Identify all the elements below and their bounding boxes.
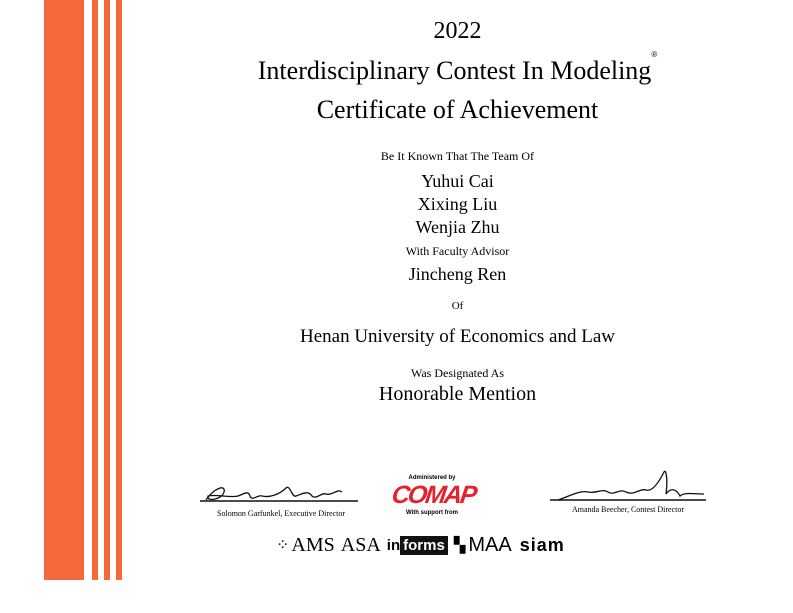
informs-text-b: forms bbox=[400, 536, 448, 555]
contest-director-signature-block bbox=[548, 466, 708, 514]
of-label: Of bbox=[451, 300, 464, 312]
certificate-year: 2022 bbox=[433, 18, 482, 44]
orange-stripe-thin-1 bbox=[92, 0, 98, 580]
maa-logo bbox=[454, 534, 512, 557]
designated-label: Was Designated As bbox=[410, 366, 505, 380]
siam-logo: siam bbox=[519, 534, 565, 555]
team-member: Xixing Liu bbox=[417, 194, 498, 214]
signature-image-left bbox=[200, 476, 360, 508]
orange-stripe-thin-2 bbox=[104, 0, 110, 580]
signature-image-right bbox=[548, 466, 708, 504]
executive-director-signature-block bbox=[200, 476, 370, 518]
ams-logo bbox=[276, 534, 335, 557]
sponsor-logos bbox=[276, 530, 565, 560]
registered-mark: ® bbox=[651, 50, 658, 60]
comap-logo: COMAP bbox=[390, 481, 478, 509]
award-title: Honorable Mention bbox=[378, 383, 537, 405]
support-label: With support from bbox=[406, 510, 458, 516]
contest-name-text: Interdisciplinary Contest In Modeling bbox=[257, 56, 652, 85]
orange-stripe-main bbox=[44, 0, 84, 580]
advisor-label: With Faculty Advisor bbox=[405, 244, 510, 258]
ams-emblem-icon: ⁘ bbox=[276, 537, 290, 554]
maa-text: MAA bbox=[468, 533, 512, 556]
ams-text: AMS bbox=[291, 533, 335, 556]
maa-emblem-icon: ▚ bbox=[453, 537, 466, 554]
administered-by-label: Administered by bbox=[408, 475, 456, 481]
asa-logo bbox=[341, 534, 381, 557]
informs-logo bbox=[387, 536, 448, 555]
contest-name bbox=[122, 50, 793, 86]
administered-by-block bbox=[390, 475, 478, 516]
asa-text: ASA bbox=[340, 533, 381, 556]
contest-director-caption: Amanda Beecher, Contest Director bbox=[571, 505, 685, 514]
university-name: Henan University of Economics and Law bbox=[300, 326, 615, 347]
team-member: Yuhui Cai bbox=[421, 171, 494, 191]
advisor-name: Jincheng Ren bbox=[408, 264, 507, 284]
certificate-title: Certificate of Achievement bbox=[316, 95, 599, 124]
intro-text: Be It Known That The Team Of bbox=[380, 149, 535, 163]
executive-director-caption: Solomon Garfunkel, Executive Director bbox=[217, 509, 345, 518]
informs-text-a: in bbox=[386, 536, 401, 554]
orange-stripe-thin-3 bbox=[116, 0, 122, 580]
team-member: Wenjia Zhu bbox=[415, 217, 500, 237]
